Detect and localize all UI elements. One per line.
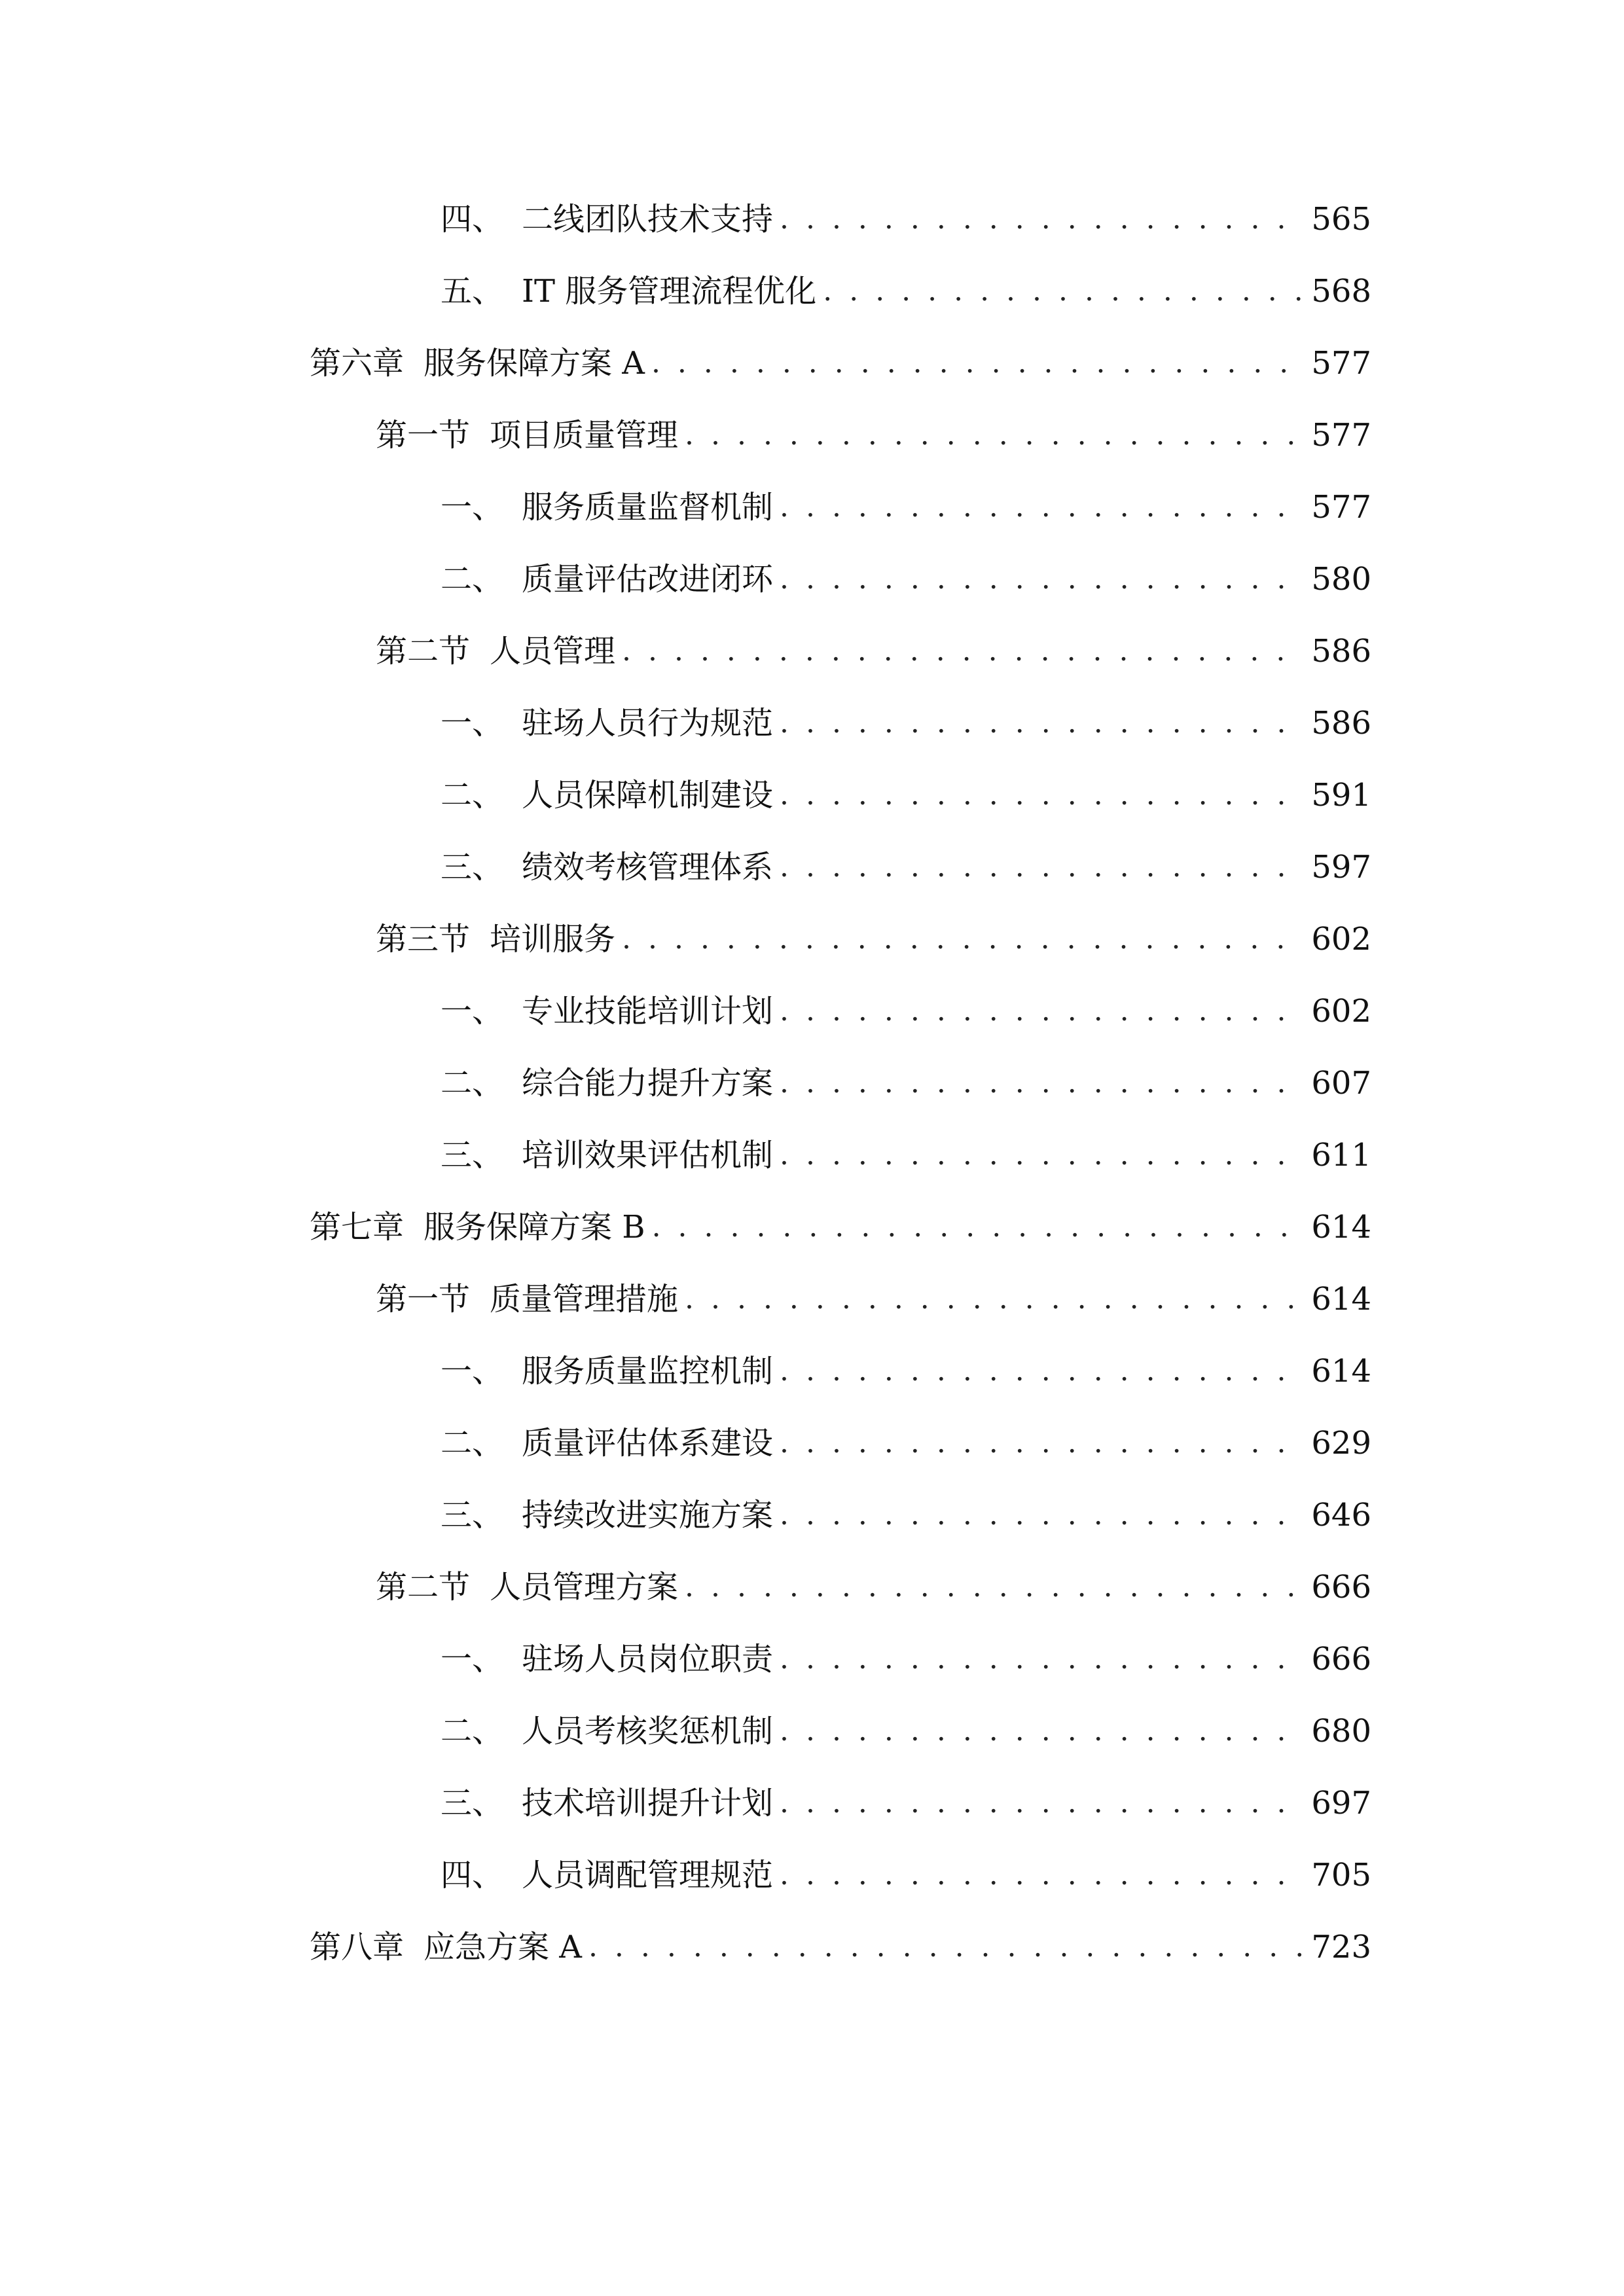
toc-entry-number: 四、 xyxy=(441,1857,504,1893)
toc-entry-number: 二、 xyxy=(441,1713,504,1749)
toc-dot-leader xyxy=(780,193,1302,245)
toc-entry-page: 705 xyxy=(1311,1857,1371,1893)
toc-entry-title: 培训服务 xyxy=(490,921,616,958)
toc-entry-page: 586 xyxy=(1311,633,1371,670)
toc-entry-title: 应急方案 A xyxy=(424,1929,582,1965)
toc-entry[interactable] xyxy=(376,625,1371,677)
toc-entry-page: 591 xyxy=(1311,777,1371,814)
toc-dot-leader xyxy=(823,265,1302,317)
toc-entry-title: 驻场人员岗位职责 xyxy=(522,1641,774,1677)
toc-entry-number: 四、 xyxy=(441,201,504,238)
toc-entry[interactable] xyxy=(441,1489,1371,1541)
toc-entry-number: 第一节 xyxy=(376,1281,471,1318)
toc-entry-title: 人员保障机制建设 xyxy=(522,777,774,814)
toc-entry-title: 服务质量监控机制 xyxy=(522,1353,774,1390)
toc-entry[interactable] xyxy=(441,265,1371,317)
toc-entry-title: 综合能力提升方案 xyxy=(522,1065,774,1102)
toc-dot-leader xyxy=(685,409,1302,461)
toc-entry-number: 第三节 xyxy=(376,921,471,958)
toc-entry-page: 577 xyxy=(1311,345,1371,382)
toc-dot-leader xyxy=(652,1201,1303,1253)
toc-entry-title: 专业技能培训计划 xyxy=(522,993,774,1030)
toc-dot-leader xyxy=(780,1633,1302,1685)
toc-entry-number: 第二节 xyxy=(376,1569,471,1605)
toc-entry[interactable] xyxy=(441,1705,1371,1757)
toc-entry-title: 服务保障方案 B xyxy=(424,1209,645,1246)
toc-entry-number: 二、 xyxy=(441,777,504,814)
toc-dot-leader xyxy=(780,769,1302,821)
toc-entry-title: 人员管理 xyxy=(490,633,616,670)
toc-entry[interactable] xyxy=(441,553,1371,605)
toc-dot-leader xyxy=(780,1417,1302,1469)
toc-dot-leader xyxy=(780,553,1302,605)
toc-entry[interactable] xyxy=(441,769,1371,821)
toc-entry-page: 723 xyxy=(1311,1929,1371,1965)
toc-entry-page: 577 xyxy=(1311,417,1371,454)
toc-dot-leader xyxy=(685,1561,1302,1613)
toc-entry-number: 三、 xyxy=(441,1785,504,1821)
toc-entry-title: 二线团队技术支持 xyxy=(522,201,774,238)
toc-dot-leader xyxy=(622,625,1302,677)
toc-entry-number: 二、 xyxy=(441,1425,504,1462)
toc-entry-title: 驻场人员行为规范 xyxy=(522,705,774,742)
toc-dot-leader xyxy=(588,1921,1302,1973)
toc-entry-page: 680 xyxy=(1311,1713,1371,1749)
toc-entry[interactable] xyxy=(441,841,1371,893)
toc-entry-number: 三、 xyxy=(441,1137,504,1174)
toc-entry-page: 565 xyxy=(1311,201,1371,238)
toc-dot-leader xyxy=(780,985,1302,1037)
toc-entry-number: 第一节 xyxy=(376,417,471,454)
toc-entry[interactable] xyxy=(376,1273,1371,1325)
toc-dot-leader xyxy=(780,841,1302,893)
toc-entry-number: 一、 xyxy=(441,489,504,526)
toc-dot-leader xyxy=(780,697,1302,749)
toc-entry[interactable] xyxy=(376,409,1371,461)
toc-entry-title: 质量评估改进闭环 xyxy=(522,561,774,598)
toc-entry-number: 三、 xyxy=(441,849,504,886)
toc-entry-page: 602 xyxy=(1311,993,1371,1030)
toc-entry-number: 一、 xyxy=(441,1641,504,1677)
toc-dot-leader xyxy=(651,337,1302,389)
toc-entry[interactable] xyxy=(441,1345,1371,1397)
toc-entry-page: 666 xyxy=(1311,1569,1371,1605)
toc-entry-page: 586 xyxy=(1311,705,1371,742)
toc-entry-title: 人员调配管理规范 xyxy=(522,1857,774,1893)
toc-entry-page: 602 xyxy=(1311,921,1371,958)
toc-entry-title: 人员管理方案 xyxy=(490,1569,679,1605)
toc-entry-title: 质量管理措施 xyxy=(490,1281,679,1318)
toc-entry[interactable] xyxy=(441,697,1371,749)
toc-dot-leader xyxy=(780,1129,1302,1181)
toc-entry-page: 666 xyxy=(1311,1641,1371,1677)
toc-entry-page: 629 xyxy=(1311,1425,1371,1462)
toc-entry-title: 持续改进实施方案 xyxy=(522,1497,774,1534)
toc-entry[interactable] xyxy=(441,1777,1371,1829)
toc-entry-number: 一、 xyxy=(441,993,504,1030)
toc-entry-number: 二、 xyxy=(441,561,504,598)
toc-entry[interactable] xyxy=(310,337,1371,389)
toc-entry-number: 五、 xyxy=(441,273,504,310)
toc-entry-number: 第二节 xyxy=(376,633,471,670)
toc-entry-title: 服务质量监督机制 xyxy=(522,489,774,526)
toc-entry-title: 人员考核奖惩机制 xyxy=(522,1713,774,1749)
toc-dot-leader xyxy=(780,481,1302,533)
toc-entry-page: 597 xyxy=(1311,849,1371,886)
toc-entry[interactable] xyxy=(441,481,1371,533)
toc-entry-page: 607 xyxy=(1311,1065,1371,1102)
toc-entry-title: 培训效果评估机制 xyxy=(522,1137,774,1174)
toc-dot-leader xyxy=(780,1849,1302,1901)
toc-entry-page: 614 xyxy=(1311,1281,1371,1318)
toc-entry-number: 一、 xyxy=(441,705,504,742)
toc-entry-page: 568 xyxy=(1311,273,1371,310)
toc-entry[interactable] xyxy=(441,193,1371,245)
toc-entry[interactable] xyxy=(441,1849,1371,1901)
toc-dot-leader xyxy=(685,1273,1302,1325)
toc-entry[interactable] xyxy=(376,1561,1371,1613)
toc-entry-page: 577 xyxy=(1311,489,1371,526)
toc-entry-page: 697 xyxy=(1311,1785,1371,1821)
toc-entry-page: 646 xyxy=(1311,1497,1371,1534)
toc-entry-number: 第八章 xyxy=(310,1929,405,1965)
toc-dot-leader xyxy=(780,1777,1302,1829)
toc-entry[interactable] xyxy=(376,913,1371,965)
toc-dot-leader xyxy=(780,1057,1302,1109)
toc-entry-number: 第六章 xyxy=(310,345,405,382)
toc-entry-title: 服务保障方案 A xyxy=(424,345,645,382)
toc-entry[interactable] xyxy=(441,1633,1371,1685)
toc-entry-number: 二、 xyxy=(441,1065,504,1102)
toc-dot-leader xyxy=(780,1489,1302,1541)
toc-entry-number: 第七章 xyxy=(310,1209,405,1246)
toc-entry[interactable] xyxy=(310,1201,1371,1253)
toc-entry-page: 611 xyxy=(1311,1137,1371,1174)
toc-entry-number: 一、 xyxy=(441,1353,504,1390)
toc-entry-number: 三、 xyxy=(441,1497,504,1534)
toc-entry-page: 614 xyxy=(1311,1209,1371,1246)
toc-entry-title: 质量评估体系建设 xyxy=(522,1425,774,1462)
toc-entry-title: 绩效考核管理体系 xyxy=(522,849,774,886)
toc-dot-leader xyxy=(780,1705,1302,1757)
toc-entry[interactable] xyxy=(441,1057,1371,1109)
toc-entry[interactable] xyxy=(310,1921,1371,1973)
toc-entry[interactable] xyxy=(441,985,1371,1037)
toc-entry-page: 580 xyxy=(1311,561,1371,598)
toc-entry-title: IT 服务管理流程优化 xyxy=(522,273,817,310)
toc-dot-leader xyxy=(780,1345,1302,1397)
toc-dot-leader xyxy=(622,913,1302,965)
toc-entry[interactable] xyxy=(441,1417,1371,1469)
toc-entry[interactable] xyxy=(441,1129,1371,1181)
toc-entry-title: 项目质量管理 xyxy=(490,417,679,454)
toc-entry-page: 614 xyxy=(1311,1353,1371,1390)
toc-entry-title: 技术培训提升计划 xyxy=(522,1785,774,1821)
